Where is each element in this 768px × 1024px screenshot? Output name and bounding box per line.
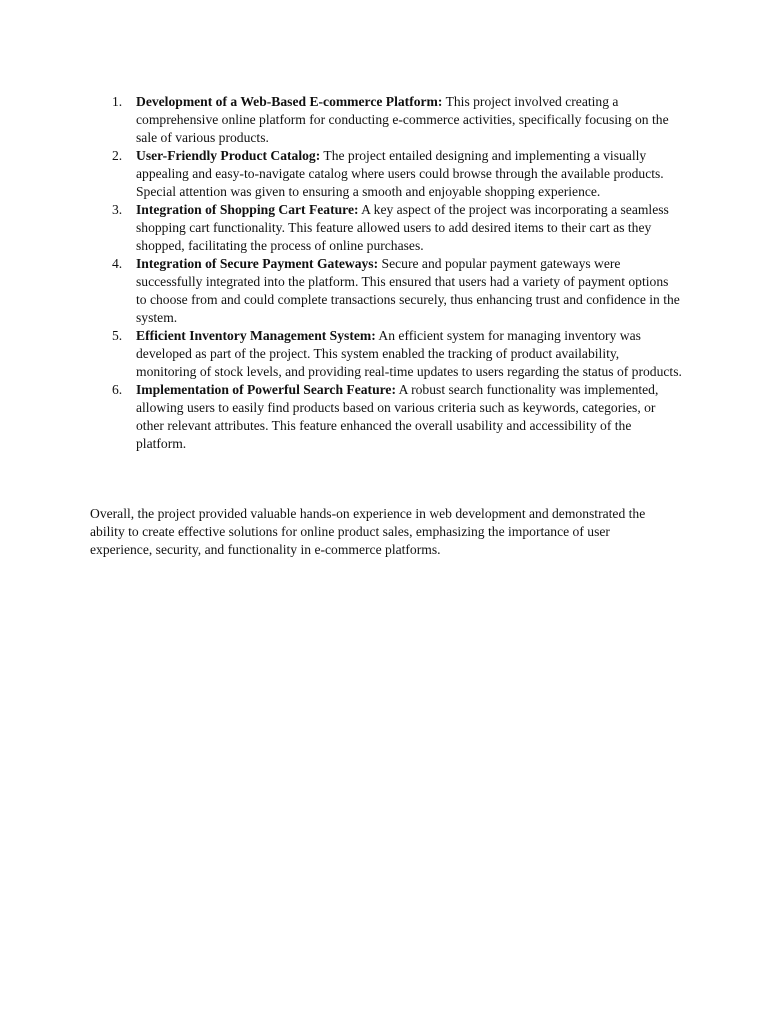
list-item-2 bbox=[90, 147, 682, 201]
summary-paragraph: Overall, the project provided valuable hands-on experience in web development and demonstrated the ability to create effective solutions for online product sales, emphasizing the importance of user experience, security, and functionality in e-commerce platforms. bbox=[90, 506, 646, 557]
list-item-text: An efficient system for managing inventory was developed as part of the project. This system enabled the tracking of product availability, monitoring of stock levels, and providing real-time updates to users regarding the status of products. bbox=[136, 328, 682, 379]
list-number: 6. bbox=[112, 382, 123, 397]
list-number: 4. bbox=[112, 256, 123, 271]
list-item-title: Integration of Secure Payment Gateways: bbox=[136, 256, 379, 271]
list-item-text: This project involved creating a comprehensive online platform for conducting e-commerce activities, specifically focusing on the sale of various products. bbox=[136, 94, 669, 145]
list-item-text: Secure and popular payment gateways were successfully integrated into the platform. This ensured that users had a variety of payment options to choose from and could complete transactions securely, thus enhancing trust and confidence in the system. bbox=[136, 256, 680, 325]
list-item-title: Integration of Shopping Cart Feature: bbox=[136, 202, 359, 217]
list-item-1 bbox=[90, 93, 682, 147]
list-item-text: A key aspect of the project was incorporating a seamless shopping cart functionality. This feature allowed users to add desired items to their cart as they shopped, facilitating the process of online purchases. bbox=[136, 202, 669, 253]
list-number: 5. bbox=[112, 328, 123, 343]
project-list bbox=[90, 93, 682, 453]
list-item-6 bbox=[90, 381, 682, 453]
list-item-title: Development of a Web-Based E-commerce Platform: bbox=[136, 94, 443, 109]
list-item-title: Implementation of Powerful Search Feature: bbox=[136, 382, 396, 397]
list-item-title: Efficient Inventory Management System: bbox=[136, 328, 376, 343]
list-item-text: A robust search functionality was implemented, allowing users to easily find products based on various criteria such as keywords, categories, or other relevant attributes. This feature enhanced the overall usability and accessibility of the platform. bbox=[136, 382, 659, 451]
list-item-3 bbox=[90, 201, 682, 255]
list-item-text: The project entailed designing and implementing a visually appealing and easy-to-navigate catalog where users could browse through the available products. Special attention was given to ensuring a smooth and enjoyable shopping experience. bbox=[136, 148, 664, 199]
list-number: 3. bbox=[112, 202, 123, 217]
list-item-5 bbox=[90, 327, 682, 381]
list-number: 1. bbox=[112, 94, 123, 109]
list-item-4 bbox=[90, 255, 682, 327]
list-number: 2. bbox=[112, 148, 123, 163]
list-item-title: User-Friendly Product Catalog: bbox=[136, 148, 321, 163]
